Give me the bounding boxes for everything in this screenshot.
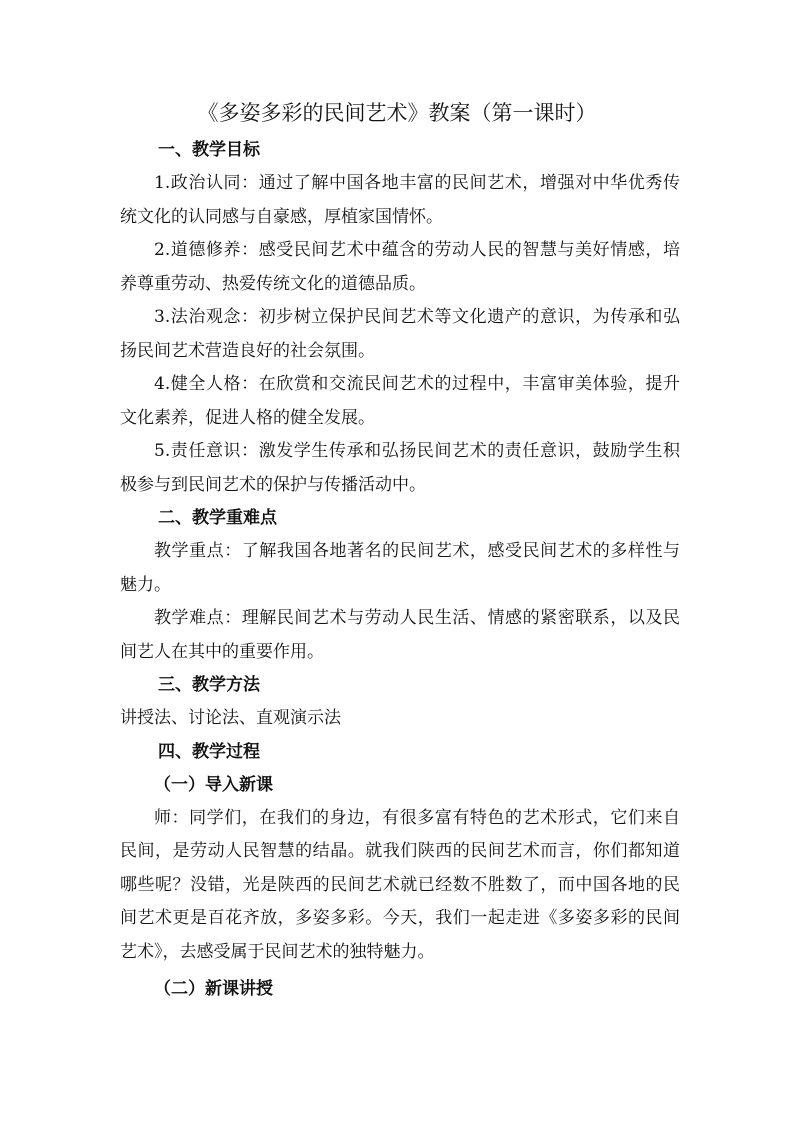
- section-heading-key-points: 二、教学重难点: [158, 508, 277, 528]
- objective-item: 3.法治观念：初步树立保护民间艺术等文化遗产的意识，为传承和弘扬民间艺术营造良好的社会氛围。: [120, 307, 680, 361]
- document-body: [120, 134, 680, 1006]
- section-heading-methods: 三、教学方法: [158, 675, 260, 695]
- teaching-difficulty: 教学难点：理解民间艺术与劳动人民生活、情感的紧密联系，以及民间艺人在其中的重要作用。: [120, 608, 680, 662]
- subsection-heading-new-lesson: （二）新课讲授: [154, 979, 273, 999]
- teaching-methods: 讲授法、讨论法、直观演示法: [120, 708, 341, 728]
- objective-item: 5.责任意识：激发学生传承和弘扬民间艺术的责任意识，鼓励学生积极参与到民间艺术的保护与传播活动中。: [120, 441, 680, 495]
- objective-item: 1.政治认同：通过了解中国各地丰富的民间艺术，增强对中华优秀传统文化的认同感与自豪感，厚植家国情怀。: [120, 173, 680, 227]
- section-heading-process: 四、教学过程: [158, 741, 260, 762]
- objective-item: 4.健全人格：在欣赏和交流民间艺术的过程中，丰富审美体验，提升文化素养，促进人格的健全发展。: [120, 374, 680, 428]
- document-title: 《多姿多彩的民间艺术》教案（第一课时）: [197, 101, 597, 125]
- intro-paragraph: 师：同学们，在我们的身边，有很多富有特色的艺术形式，它们来自民间，是劳动人民智慧的结晶。就我们陕西的民间艺术而言，你们都知道哪些呢？没错，光是陕西的民间艺术就已经数不胜数了，而中国各地的民间艺术更是百花齐放，多姿多彩。今天，我们一起走进《多姿多彩的民间艺术》，去感受属于民间艺术的独特魅力。: [120, 807, 680, 962]
- objective-item: 2.道德修养：感受民间艺术中蕴含的劳动人民的智慧与美好情感，培养尊重劳动、热爱传统文化的道德品质。: [120, 240, 680, 294]
- teaching-focus: 教学重点：了解我国各地著名的民间艺术，感受民间艺术的多样性与魅力。: [120, 541, 680, 595]
- subsection-heading-intro: （一）导入新课: [154, 774, 273, 795]
- section-heading-objectives: 一、教学目标: [158, 140, 260, 160]
